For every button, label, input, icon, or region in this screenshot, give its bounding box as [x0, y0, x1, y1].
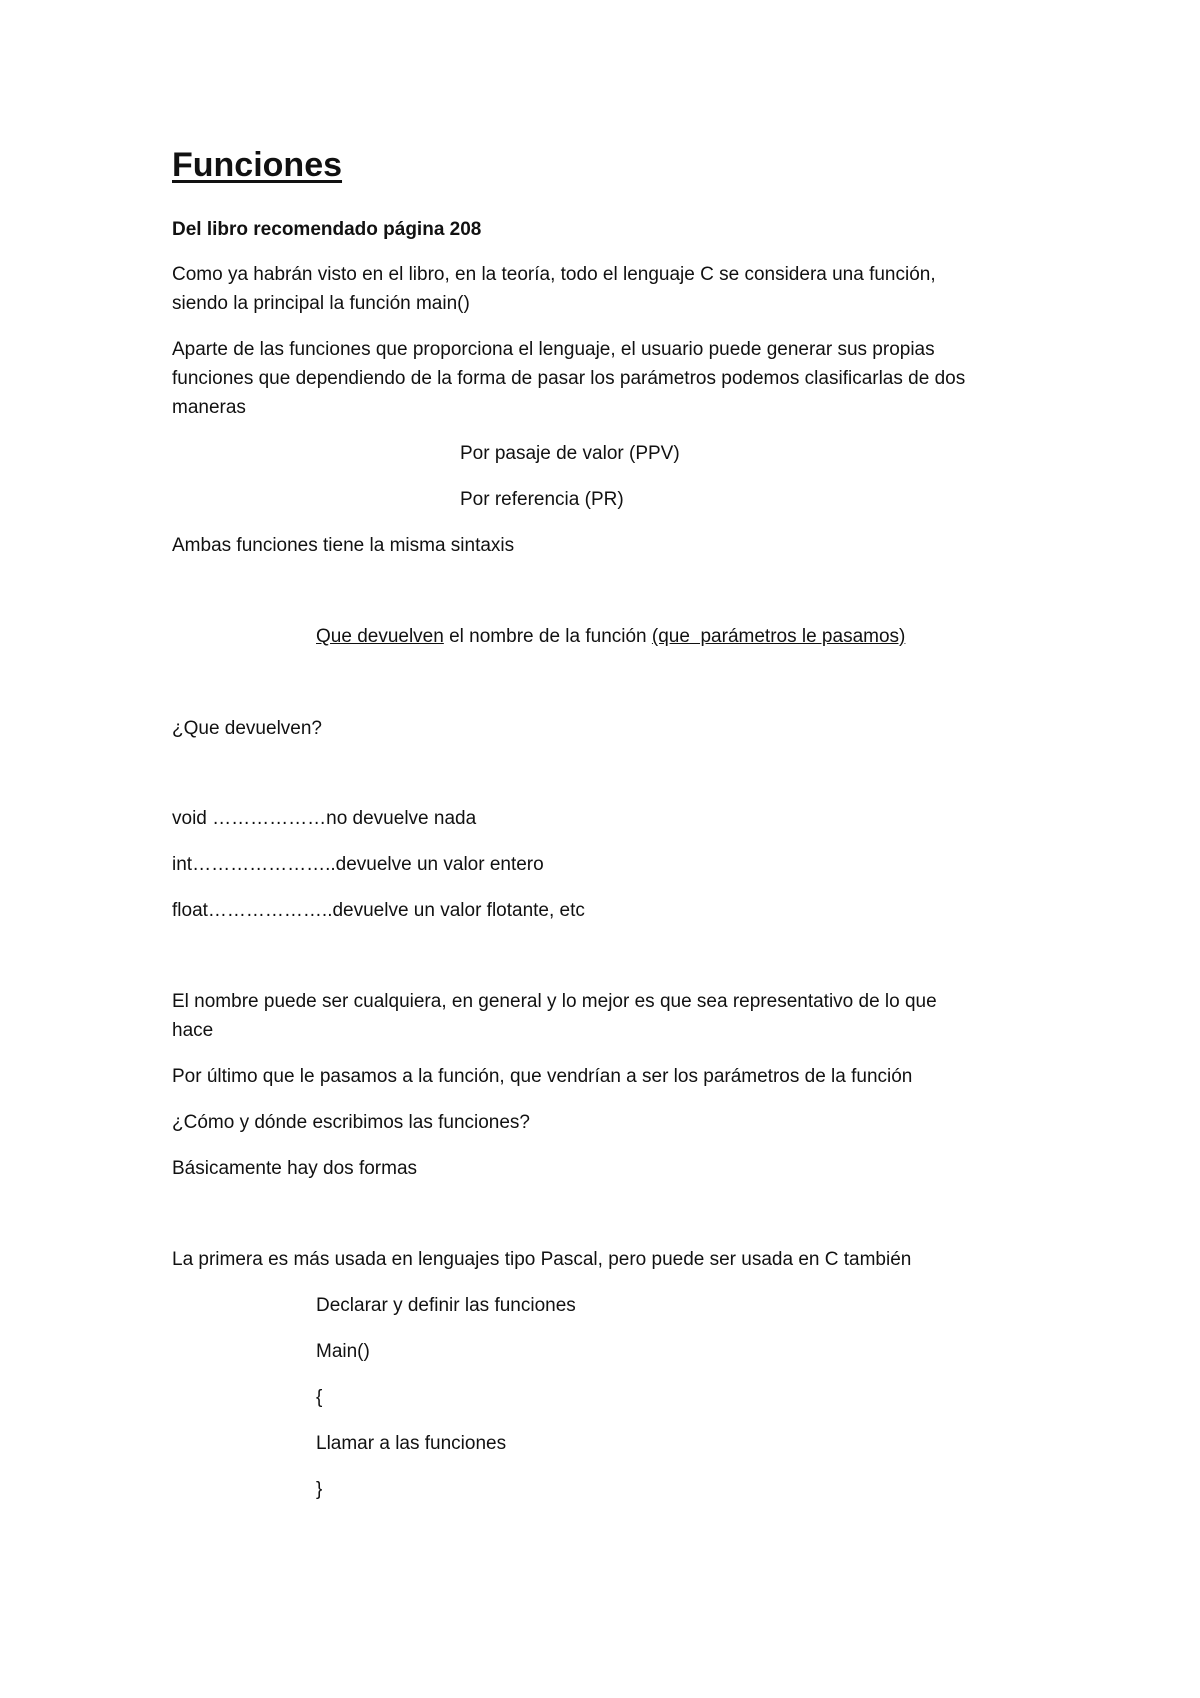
page-title: Funciones	[172, 146, 343, 184]
code-main: Main()	[316, 1341, 370, 1362]
paragraph-2-line-3: maneras	[172, 397, 246, 418]
subtitle: Del libro recomendado página 208	[172, 219, 482, 240]
question-where: ¿Cómo y dónde escribimos las funciones?	[172, 1112, 531, 1133]
code-open-brace: {	[316, 1387, 323, 1408]
method-pr: Por referencia (PR)	[460, 489, 624, 510]
code-declare: Declarar y definir las funciones	[316, 1295, 576, 1316]
type-void: void ………………no devuelve nada	[172, 808, 477, 829]
syntax-params-part: (que parámetros le pasamos)	[651, 626, 906, 647]
first-way: La primera es más usada en lenguajes tipo Pascal, pero puede ser usada en C también	[172, 1249, 912, 1270]
syntax-name-part: el nombre de la función	[443, 626, 652, 647]
two-ways: Básicamente hay dos formas	[172, 1158, 418, 1179]
syntax-note: Ambas funciones tiene la misma sintaxis	[172, 535, 515, 556]
name-line-1: El nombre puede ser cualquiera, en general y lo mejor es que sea representativo de lo que	[172, 991, 937, 1012]
paragraph-2-line-2: funciones que dependiendo de la forma de pasar los parámetros podemos clasificarlas de dos	[172, 368, 966, 389]
code-close-brace: }	[316, 1479, 323, 1500]
method-ppv: Por pasaje de valor (PPV)	[460, 443, 680, 464]
intro-line-2: siendo la principal la función main()	[172, 293, 470, 314]
type-float: float………………..devuelve un valor flotante, etc	[172, 900, 585, 921]
question-return: ¿Que devuelven?	[172, 718, 322, 739]
syntax-line	[316, 622, 905, 651]
params-line: Por último que le pasamos a la función, que vendrían a ser los parámetros de la función	[172, 1066, 913, 1087]
syntax-return-part: Que devuelven	[316, 626, 444, 647]
paragraph-2-line-1: Aparte de las funciones que proporciona el lenguaje, el usuario puede generar sus propias	[172, 339, 935, 360]
type-int: int…………………..devuelve un valor entero	[172, 854, 544, 875]
code-call: Llamar a las funciones	[316, 1433, 507, 1454]
intro-line-1: Como ya habrán visto en el libro, en la teoría, todo el lenguaje C se considera una función,	[172, 264, 936, 285]
name-line-2: hace	[172, 1020, 214, 1041]
